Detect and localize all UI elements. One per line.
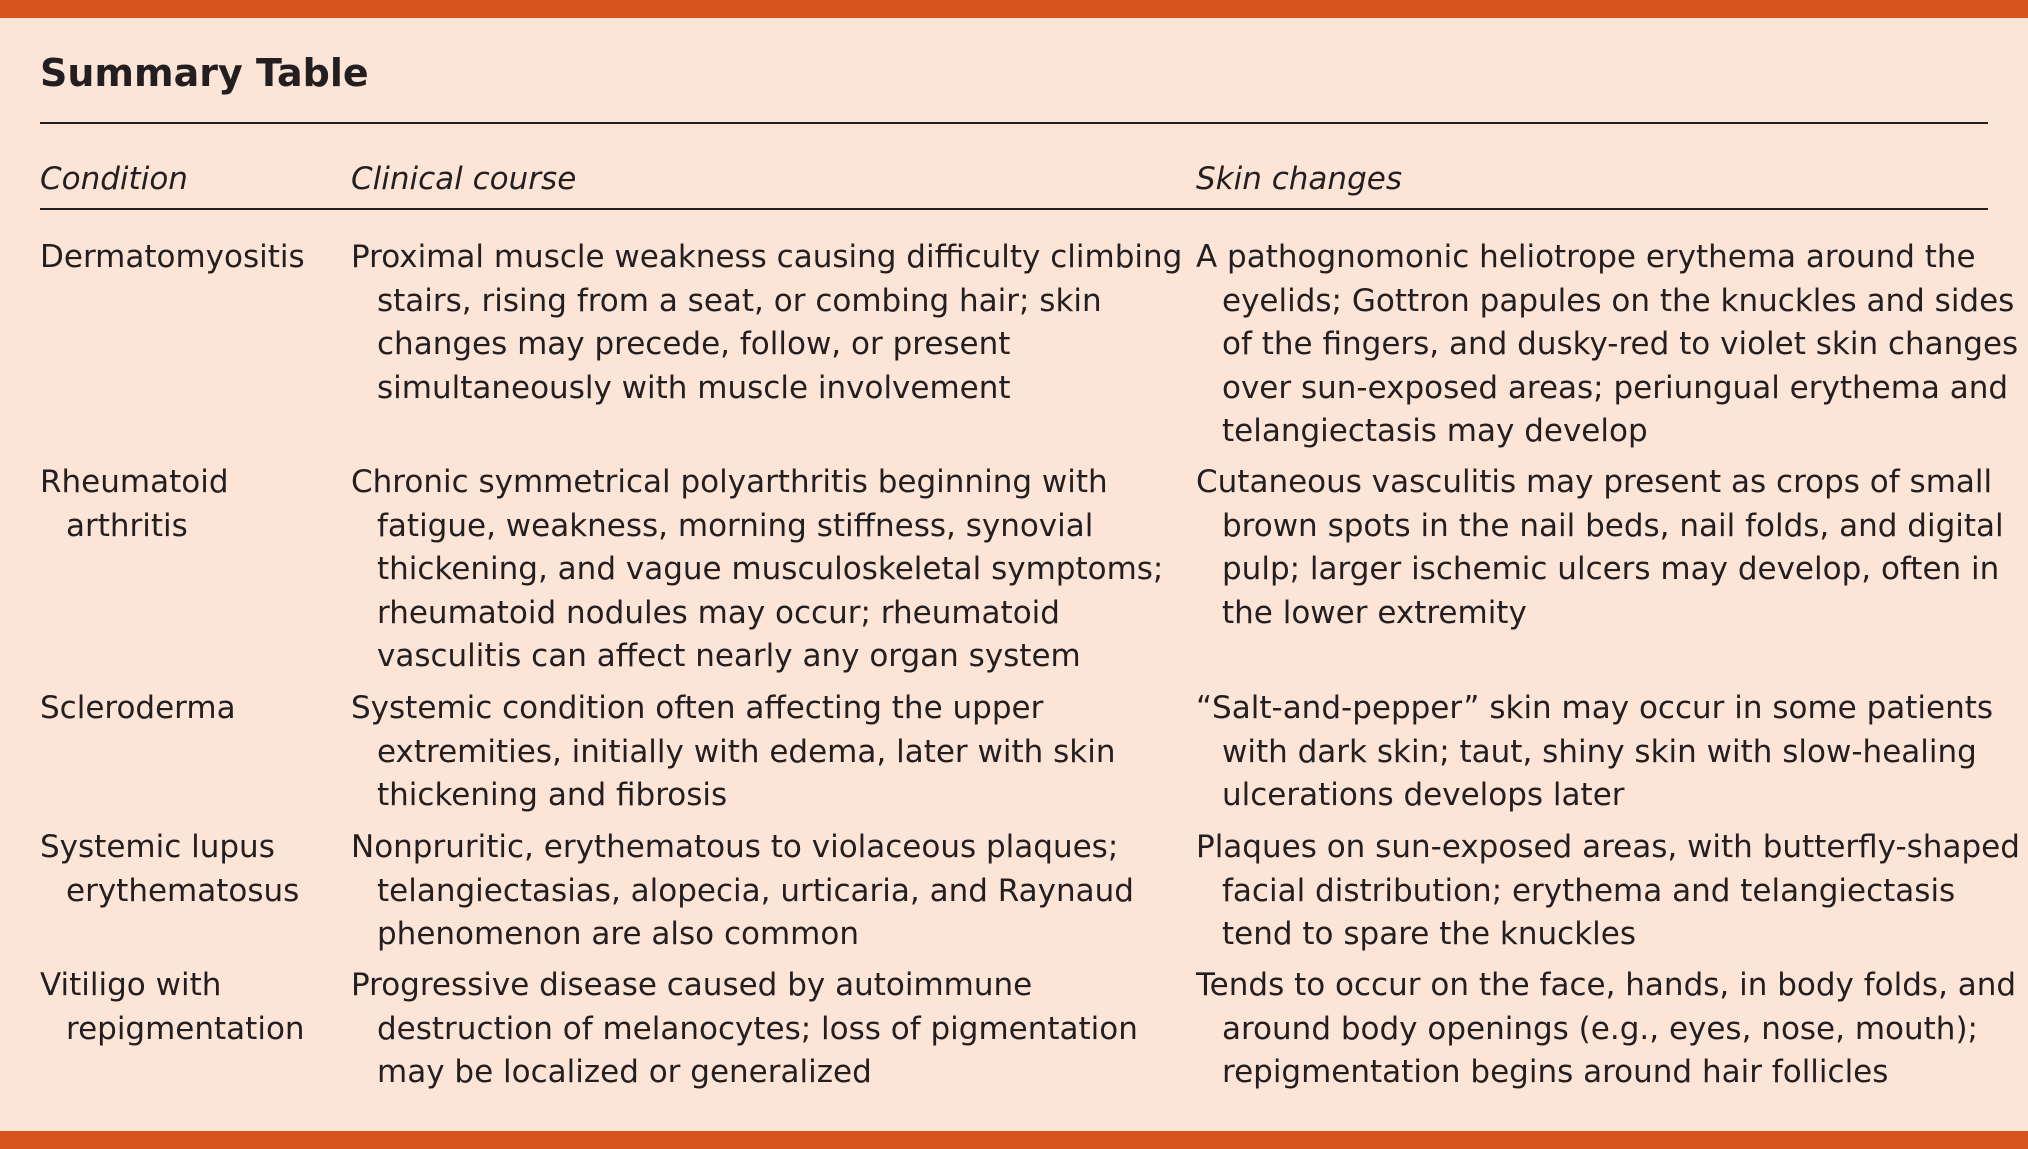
row-condition: Rheumatoid arthritis xyxy=(40,464,229,544)
row-clinical-course: Systemic condition often affecting the upper extremities, initially with edema, later with skin thickening and fibrosis xyxy=(351,690,1116,813)
header-clinical-course: Clinical course xyxy=(351,161,577,197)
top-accent-bar xyxy=(0,0,2028,18)
header-condition: Condition xyxy=(40,161,188,197)
row-condition: Systemic lupus erythematosus xyxy=(40,829,300,909)
row-condition: Vitiligo with repigmentation xyxy=(40,967,305,1047)
row-skin-changes: Plaques on sun-exposed areas, with butterfly-shaped facial distribution; erythema and telangiectasis tend to spare the knuckles xyxy=(1196,829,2020,952)
row-condition: Scleroderma xyxy=(40,690,236,726)
row-skin-changes: Cutaneous vasculitis may present as crops of small brown spots in the nail beds, nail folds, and digital pulp; larger ischemic ulcers may develop, often in the lower extremity xyxy=(1196,464,2004,631)
header-rule xyxy=(40,208,1988,210)
row-skin-changes: Tends to occur on the face, hands, in body folds, and around body openings (e.g., eyes, nose, mouth); repigmentation begins around hair follicles xyxy=(1196,967,2017,1090)
title-rule xyxy=(40,122,1988,124)
row-skin-changes: A pathognomonic heliotrope erythema around the eyelids; Gottron papules on the knuckles and sides of the fingers, and dusky-red to violet skin changes over sun-exposed areas; periungual erythema and telangiectasis may develop xyxy=(1196,239,2019,449)
row-condition: Dermatomyositis xyxy=(40,239,305,275)
row-clinical-course: Chronic symmetrical polyarthritis beginning with fatigue, weakness, morning stiffness, synovial thickening, and vague musculoskeletal symptoms; rheumatoid nodules may occur; rheumatoid vasculitis can affect nearly any organ system xyxy=(351,464,1164,674)
row-clinical-course: Nonpruritic, erythematous to violaceous plaques; telangiectasias, alopecia, urticaria, and Raynaud phenomenon are also common xyxy=(351,829,1134,952)
row-clinical-course: Progressive disease caused by autoimmune destruction of melanocytes; loss of pigmentation may be localized or generalized xyxy=(351,967,1138,1090)
header-skin-changes: Skin changes xyxy=(1196,161,1402,197)
table-title: Summary Table xyxy=(40,51,369,95)
row-clinical-course: Proximal muscle weakness causing difficulty climbing stairs, rising from a seat, or combing hair; skin changes may precede, follow, or present simultaneously with muscle involvement xyxy=(351,239,1183,406)
bottom-accent-bar xyxy=(0,1131,2028,1149)
row-skin-changes: “Salt-and-pepper” skin may occur in some patients with dark skin; taut, shiny skin with slow-healing ulcerations develops later xyxy=(1196,690,1994,813)
